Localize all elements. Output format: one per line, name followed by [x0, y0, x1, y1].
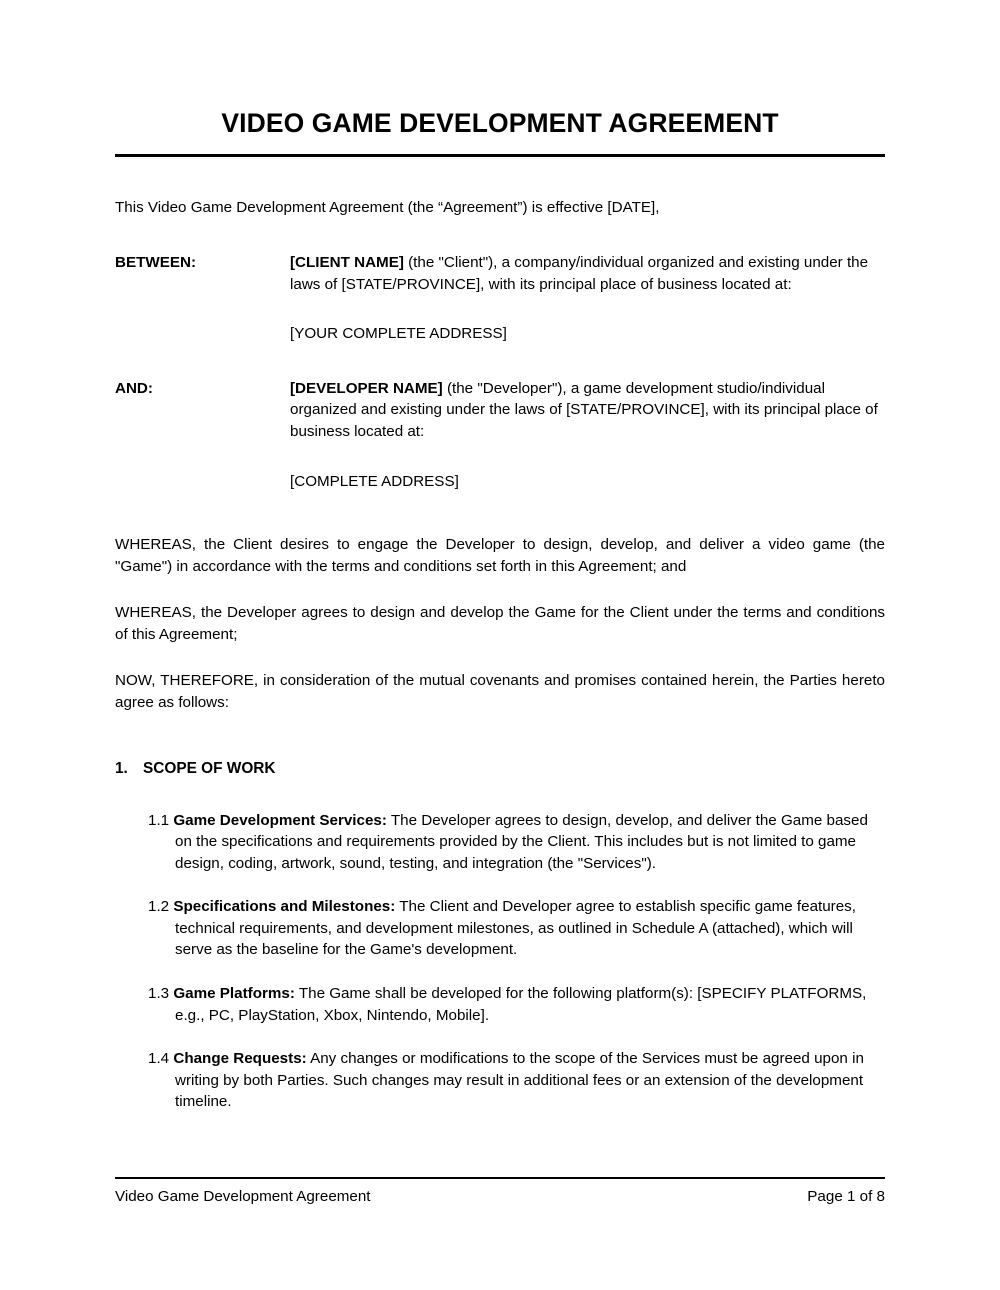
footer-divider	[115, 1177, 885, 1179]
clause-1-1	[148, 810, 885, 875]
recital-whereas-developer: WHEREAS, the Developer agrees to design and develop the Game for the Client under the terms and conditions of this Agreement;	[115, 604, 885, 643]
clause-1-3-text: The Game shall be developed for the following platform(s): [SPECIFY PLATFORMS, e.g., PC, PlayStation, Xbox, Nintendo, Mobile].	[175, 985, 867, 1024]
document-body	[115, 0, 885, 1128]
party-developer-address-row	[115, 443, 885, 493]
party-developer-description	[290, 378, 885, 443]
clause-1-2	[148, 896, 885, 961]
party-client-address: [YOUR COMPLETE ADDRESS]	[290, 325, 507, 343]
party-client-text: (the "Client"), a company/individual organized and existing under the laws of [STATE/PROVINCE], with its principal place of business located at:	[290, 254, 869, 293]
title-divider	[115, 154, 885, 157]
clause-1-4-number: 1.4	[148, 1050, 170, 1068]
effective-date-paragraph: This Video Game Development Agreement (the “Agreement”) is effective [DATE],	[115, 199, 660, 217]
recital-whereas-client: WHEREAS, the Client desires to engage the Developer to design, develop, and deliver a video game (the "Game") in accordance with the terms and conditions set forth in this Agreement; and	[115, 536, 885, 575]
party-client	[115, 252, 885, 295]
party-developer-label: AND:	[115, 379, 153, 397]
clause-1-1-title: Game Development Services:	[173, 811, 387, 829]
clause-1-4-title: Change Requests:	[173, 1050, 307, 1068]
clause-1-3-number: 1.3	[148, 985, 170, 1003]
party-developer	[115, 378, 885, 443]
section-number: 1.	[115, 759, 128, 777]
section-heading-scope-of-work	[115, 760, 885, 778]
clause-1-1-text: The Developer agrees to design, develop, and deliver the Game based on the specifications and requirements provided by the Client. This includes but is not limited to game design, coding, artwork, sound, testing, and integration (the "Services").	[175, 811, 868, 872]
party-developer-text: (the "Developer"), a game development studio/individual organized and existing under the laws of [STATE/PROVINCE], with its principal place of business located at:	[290, 379, 878, 440]
clause-1-2-text: The Client and Developer agree to establish specific game features, technical requirements, and development milestones, as outlined in Schedule A (attached), which will serve as the baseline for the Game's development.	[175, 898, 856, 959]
section-title: SCOPE OF WORK	[143, 759, 276, 777]
party-developer-name: [DEVELOPER NAME]	[290, 379, 443, 397]
party-client-name: [CLIENT NAME]	[290, 254, 404, 272]
clause-1-3-title: Game Platforms:	[173, 985, 295, 1003]
party-client-label: BETWEEN:	[115, 254, 196, 272]
party-client-description	[290, 252, 885, 295]
page-footer	[115, 1177, 885, 1205]
footer-row	[115, 1188, 885, 1205]
clause-1-2-number: 1.2	[148, 898, 170, 916]
party-developer-address: [COMPLETE ADDRESS]	[290, 472, 459, 490]
footer-document-name: Video Game Development Agreement	[115, 1187, 371, 1205]
footer-page-number: Page 1 of 8	[807, 1187, 885, 1205]
page-title: VIDEO GAME DEVELOPMENT AGREEMENT	[221, 108, 779, 138]
recital-now-therefore: NOW, THEREFORE, in consideration of the mutual covenants and promises contained herein, the Parties hereto agree as follows:	[115, 672, 885, 711]
clause-1-2-title: Specifications and Milestones:	[173, 898, 396, 916]
clause-1-4	[148, 1048, 885, 1113]
clause-1-4-text: Any changes or modifications to the scope of the Services must be agreed upon in writing by both Parties. Such changes may result in additional fees or an extension of the development timeline.	[175, 1050, 864, 1111]
party-client-address-row	[115, 295, 885, 345]
clause-1-1-number: 1.1	[148, 811, 170, 829]
clause-1-3	[148, 983, 885, 1026]
